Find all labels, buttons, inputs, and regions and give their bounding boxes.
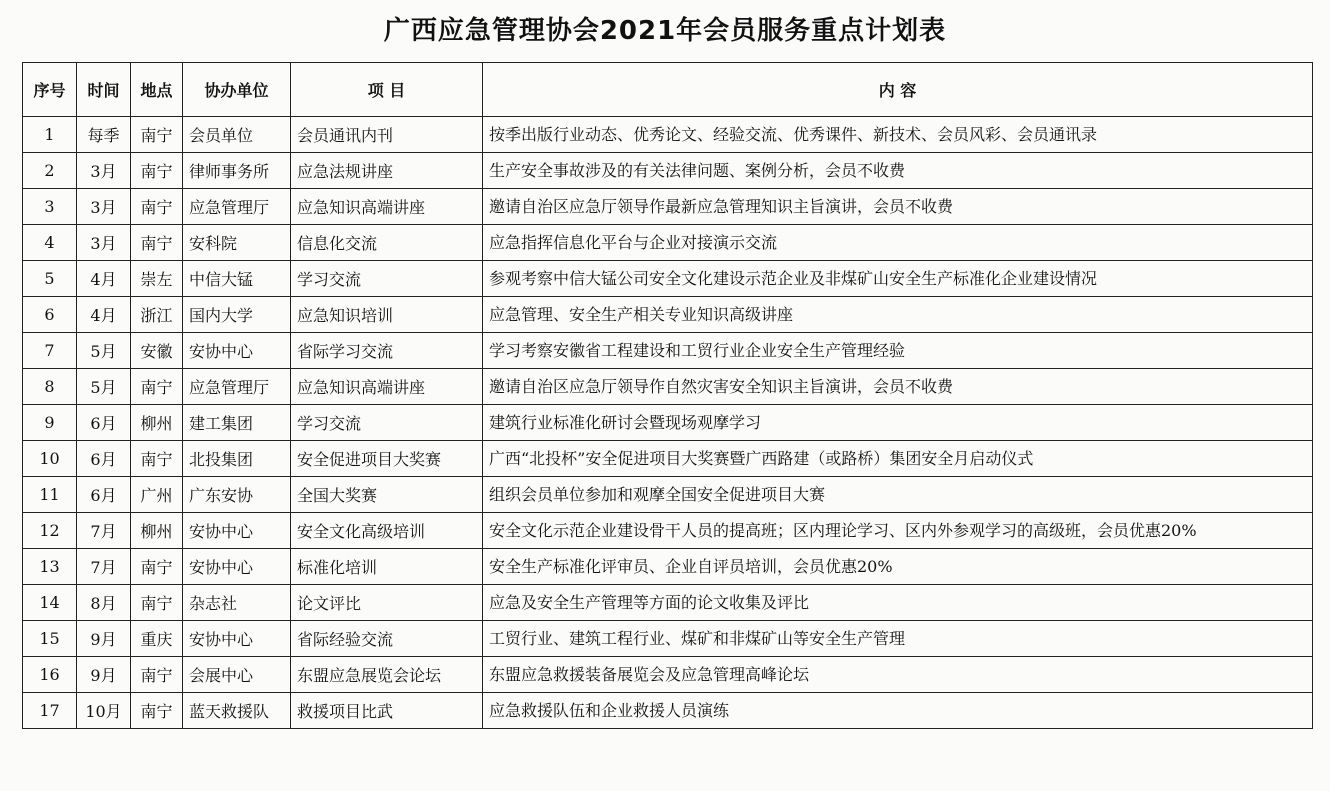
- cell-num: 14: [23, 585, 77, 621]
- cell-time: 4月: [77, 261, 131, 297]
- cell-place: 柳州: [131, 513, 183, 549]
- cell-org: 中信大锰: [183, 261, 291, 297]
- cell-time: 5月: [77, 333, 131, 369]
- cell-place: 南宁: [131, 189, 183, 225]
- cell-content: 应急指挥信息化平台与企业对接演示交流: [483, 225, 1313, 261]
- cell-content: 生产安全事故涉及的有关法律问题、案例分析，会员不收费: [483, 153, 1313, 189]
- table-row: [23, 297, 1313, 333]
- cell-time: 9月: [77, 621, 131, 657]
- cell-num: 2: [23, 153, 77, 189]
- header-content: 内 容: [483, 63, 1313, 117]
- cell-org: 建工集团: [183, 405, 291, 441]
- cell-num: 3: [23, 189, 77, 225]
- cell-org: 国内大学: [183, 297, 291, 333]
- cell-time: 8月: [77, 585, 131, 621]
- cell-place: 南宁: [131, 369, 183, 405]
- cell-content: 组织会员单位参加和观摩全国安全促进项目大赛: [483, 477, 1313, 513]
- cell-content: 东盟应急救援装备展览会及应急管理高峰论坛: [483, 657, 1313, 693]
- table-row: [23, 693, 1313, 729]
- cell-num: 7: [23, 333, 77, 369]
- cell-content: 广西“北投杯”安全促进项目大奖赛暨广西路建（或路桥）集团安全月启动仪式: [483, 441, 1313, 477]
- table-row: [23, 333, 1313, 369]
- header-org: 协办单位: [183, 63, 291, 117]
- cell-project: 标准化培训: [291, 549, 483, 585]
- table-row: [23, 477, 1313, 513]
- cell-num: 8: [23, 369, 77, 405]
- cell-org: 安协中心: [183, 513, 291, 549]
- cell-org: 广东安协: [183, 477, 291, 513]
- cell-place: 南宁: [131, 693, 183, 729]
- cell-place: 重庆: [131, 621, 183, 657]
- cell-org: 安科院: [183, 225, 291, 261]
- cell-num: 13: [23, 549, 77, 585]
- cell-project: 学习交流: [291, 261, 483, 297]
- header-time: 时间: [77, 63, 131, 117]
- table-row: [23, 585, 1313, 621]
- table-row: [23, 441, 1313, 477]
- plan-table: [22, 62, 1313, 729]
- cell-place: 南宁: [131, 657, 183, 693]
- table-row: [23, 117, 1313, 153]
- cell-org: 应急管理厅: [183, 189, 291, 225]
- cell-org: 应急管理厅: [183, 369, 291, 405]
- cell-place: 南宁: [131, 117, 183, 153]
- cell-time: 5月: [77, 369, 131, 405]
- cell-project: 东盟应急展览会论坛: [291, 657, 483, 693]
- cell-project: 安全文化高级培训: [291, 513, 483, 549]
- cell-num: 4: [23, 225, 77, 261]
- cell-num: 6: [23, 297, 77, 333]
- cell-org: 杂志社: [183, 585, 291, 621]
- table-row: [23, 405, 1313, 441]
- cell-place: 安徽: [131, 333, 183, 369]
- cell-project: 应急知识培训: [291, 297, 483, 333]
- cell-project: 学习交流: [291, 405, 483, 441]
- document-title: 广西应急管理协会2021年会员服务重点计划表: [383, 16, 947, 46]
- cell-num: 15: [23, 621, 77, 657]
- cell-place: 崇左: [131, 261, 183, 297]
- table-row: [23, 153, 1313, 189]
- cell-project: 安全促进项目大奖赛: [291, 441, 483, 477]
- cell-content: 邀请自治区应急厅领导作最新应急管理知识主旨演讲，会员不收费: [483, 189, 1313, 225]
- cell-content: 邀请自治区应急厅领导作自然灾害安全知识主旨演讲，会员不收费: [483, 369, 1313, 405]
- cell-time: 7月: [77, 549, 131, 585]
- cell-project: 全国大奖赛: [291, 477, 483, 513]
- cell-num: 12: [23, 513, 77, 549]
- table-row: [23, 189, 1313, 225]
- table-row: [23, 513, 1313, 549]
- cell-time: 3月: [77, 153, 131, 189]
- cell-org: 律师事务所: [183, 153, 291, 189]
- table-row: [23, 225, 1313, 261]
- cell-time: 每季: [77, 117, 131, 153]
- cell-time: 3月: [77, 225, 131, 261]
- cell-place: 南宁: [131, 585, 183, 621]
- cell-num: 9: [23, 405, 77, 441]
- cell-place: 南宁: [131, 225, 183, 261]
- cell-time: 4月: [77, 297, 131, 333]
- plan-table-body: [23, 117, 1313, 729]
- cell-content: 应急及安全生产管理等方面的论文收集及评比: [483, 585, 1313, 621]
- cell-place: 柳州: [131, 405, 183, 441]
- cell-org: 北投集团: [183, 441, 291, 477]
- cell-content: 应急救援队伍和企业救援人员演练: [483, 693, 1313, 729]
- cell-time: 6月: [77, 477, 131, 513]
- cell-org: 会展中心: [183, 657, 291, 693]
- cell-org: 安协中心: [183, 549, 291, 585]
- table-row: [23, 261, 1313, 297]
- cell-num: 5: [23, 261, 77, 297]
- cell-num: 17: [23, 693, 77, 729]
- cell-org: 会员单位: [183, 117, 291, 153]
- cell-time: 6月: [77, 405, 131, 441]
- cell-content: 工贸行业、建筑工程行业、煤矿和非煤矿山等安全生产管理: [483, 621, 1313, 657]
- cell-project: 会员通讯内刊: [291, 117, 483, 153]
- header-project: 项 目: [291, 63, 483, 117]
- cell-content: 安全生产标准化评审员、企业自评员培训，会员优惠20%: [483, 549, 1313, 585]
- cell-org: 安协中心: [183, 621, 291, 657]
- table-row: [23, 549, 1313, 585]
- cell-time: 10月: [77, 693, 131, 729]
- cell-project: 救援项目比武: [291, 693, 483, 729]
- header-num: 序号: [23, 63, 77, 117]
- cell-org: 安协中心: [183, 333, 291, 369]
- table-row: [23, 621, 1313, 657]
- header-place: 地点: [131, 63, 183, 117]
- cell-content: 学习考察安徽省工程建设和工贸行业企业安全生产管理经验: [483, 333, 1313, 369]
- cell-num: 10: [23, 441, 77, 477]
- cell-project: 应急知识高端讲座: [291, 189, 483, 225]
- cell-org: 蓝天救援队: [183, 693, 291, 729]
- cell-num: 1: [23, 117, 77, 153]
- table-row: [23, 369, 1313, 405]
- cell-content: 应急管理、安全生产相关专业知识高级讲座: [483, 297, 1313, 333]
- cell-project: 信息化交流: [291, 225, 483, 261]
- cell-project: 应急知识高端讲座: [291, 369, 483, 405]
- cell-place: 浙江: [131, 297, 183, 333]
- cell-project: 省际经验交流: [291, 621, 483, 657]
- cell-content: 建筑行业标准化研讨会暨现场观摩学习: [483, 405, 1313, 441]
- table-row: [23, 657, 1313, 693]
- cell-num: 16: [23, 657, 77, 693]
- cell-content: 安全文化示范企业建设骨干人员的提高班；区内理论学习、区内外参观学习的高级班，会员优惠20%: [483, 513, 1313, 549]
- cell-time: 9月: [77, 657, 131, 693]
- cell-place: 南宁: [131, 549, 183, 585]
- cell-time: 7月: [77, 513, 131, 549]
- cell-place: 广州: [131, 477, 183, 513]
- cell-place: 南宁: [131, 441, 183, 477]
- cell-project: 省际学习交流: [291, 333, 483, 369]
- cell-place: 南宁: [131, 153, 183, 189]
- header-row: [23, 63, 1313, 117]
- cell-num: 11: [23, 477, 77, 513]
- cell-project: 应急法规讲座: [291, 153, 483, 189]
- cell-content: 参观考察中信大锰公司安全文化建设示范企业及非煤矿山安全生产标准化企业建设情况: [483, 261, 1313, 297]
- cell-time: 3月: [77, 189, 131, 225]
- cell-content: 按季出版行业动态、优秀论文、经验交流、优秀课件、新技术、会员风彩、会员通讯录: [483, 117, 1313, 153]
- cell-time: 6月: [77, 441, 131, 477]
- cell-project: 论文评比: [291, 585, 483, 621]
